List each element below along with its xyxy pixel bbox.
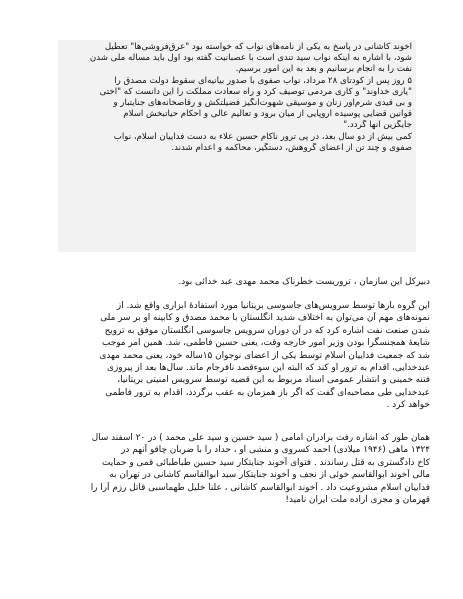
paragraph-line: عبدخدایی طی مصاحبه‌ای گفت که اگر باز همزمان به عقب برگردد، اقدام به ترور فاطمی [105, 387, 430, 398]
paragraph-line: ۱۳۲۴ ماهی (۱۹۴۶ میلادی) احمد کسروی و منشی او ، حداد را با ضربان چاقو آنهم در [121, 445, 430, 456]
paragraph-line: همان طور که اشاره رفت برادران امامی ( سید حسین و سید علی محمد ) در ۲۰ اسفند سال [91, 433, 430, 443]
quote-line: آخوند کاشانی در پاسخ به یکی از نامه‌های نواب که خواسته بود "عرق‌فروشی‌ها" تعطیل [104, 42, 412, 52]
secretary-general-paragraph [38, 276, 430, 288]
paragraph-line: شدن صنعت نفت اشاره کرد که در آن دوران سرویس جاسوسی انگلستان موفق به ترویج [104, 325, 430, 336]
quote-box [58, 40, 416, 252]
paragraph-line: شد که جمعیت فداییان اسلام توسط یکی از اعضای نوجوان ۱۵ساله خود، یعنی محمد مهدی [99, 350, 430, 361]
paragraph-line: فتنه خمینی و انتشار عمومی اسناد مربوط به این قضیه توسط سرویس امنیتی بریتانیا، [117, 375, 430, 386]
paragraph-line: شایعهٔ همجنسگرا بودن وزیر امور خارجه وقت، یعنی حسین فاطمی، شد. همین امر موجب [102, 338, 430, 349]
paragraph-line: مالی آخوند ابوالقاسم خوئی از نجف و آخوند جنایتکار سید ابوالقاسم کاشانی در تهران به [109, 470, 430, 481]
kasravi-assassination-paragraph [38, 432, 430, 506]
quote-line: "یاری خداوند" و کاری مردمی توصیف کرد و راه سعادت مملکت را این دانست که "اختی [99, 86, 412, 97]
quote-line: صفوی و چند تن از اعضای گروهش، دستگیر، محاکمه و اعدام شدند. [171, 142, 412, 153]
quote-line: جایگزین آنها گردد." [343, 120, 412, 131]
quote-line: قوانین قضایی پوسیده اروپایی از میان برود و تعالیم عالی و احکام حیاتبخش اسلام [123, 109, 412, 120]
paragraph-line: نمونه‌های مهم آن می‌توان به اختلاف شدید انگلستان با محمد مصدق و کابینه او بر سر ملی [100, 313, 430, 324]
paragraph-line: فداییان اسلام مشروعیت داد . آخوند ابوالقاسم کاشانی ، علنا خلیل طهماسبی قاتل رزم آرا را [90, 482, 430, 493]
quote-line: شود، با اشاره به اینکه نواب سید تندی است با عصبانیت گفته بود اول باید مسأله ملی شدن [89, 53, 412, 64]
paragraph-line: عبدخدایی، اقدام به ترور او کند که البته این سوءقصد نافرجام ماند. سال‌ها بعد از پیروزی [107, 363, 430, 374]
quote-line: کمی بیش از دو سال بعد، در پی ترور ناکام حسین علاء به دست فداییان اسلام، نواب [113, 131, 412, 142]
quote-line: نفت را به انجام برسانیم و بعد به این امور برسیم. [235, 64, 412, 75]
paragraph-line: کاخ دادگستری به قتل رساندند . فتوای آخوند جنایتکار سید حسین طباطبائی قمی و حمایت [102, 457, 430, 468]
british-intelligence-paragraph [38, 300, 430, 412]
paragraph-line: این گروه بارها توسط سرویس‌های جاسوسی بریتانیا مورد استفادهٔ ابزاری واقع شد. از [116, 301, 430, 311]
quote-line: و بی قیدی شرم‌آور زنان و موسیقی شهوت‌انگیز فضیلتکش و رقاصخانه‌های جنایتبار و [113, 98, 412, 109]
paragraph-line: دبیرکل این سازمان ، تروریست خطرناک محمد مهدی عبد خدائی بود. [178, 277, 430, 287]
paragraph-line: قهرمان و مجری اراده ملت ایران نامید! [285, 495, 430, 506]
quote-line: ۵ روز پس از کودتای ۲۸ مرداد، نواب صفوی با صدور بیانیه‌ای سقوط دولت مصدق را [114, 75, 412, 86]
paragraph-line: خواهد کرد . [386, 400, 430, 411]
